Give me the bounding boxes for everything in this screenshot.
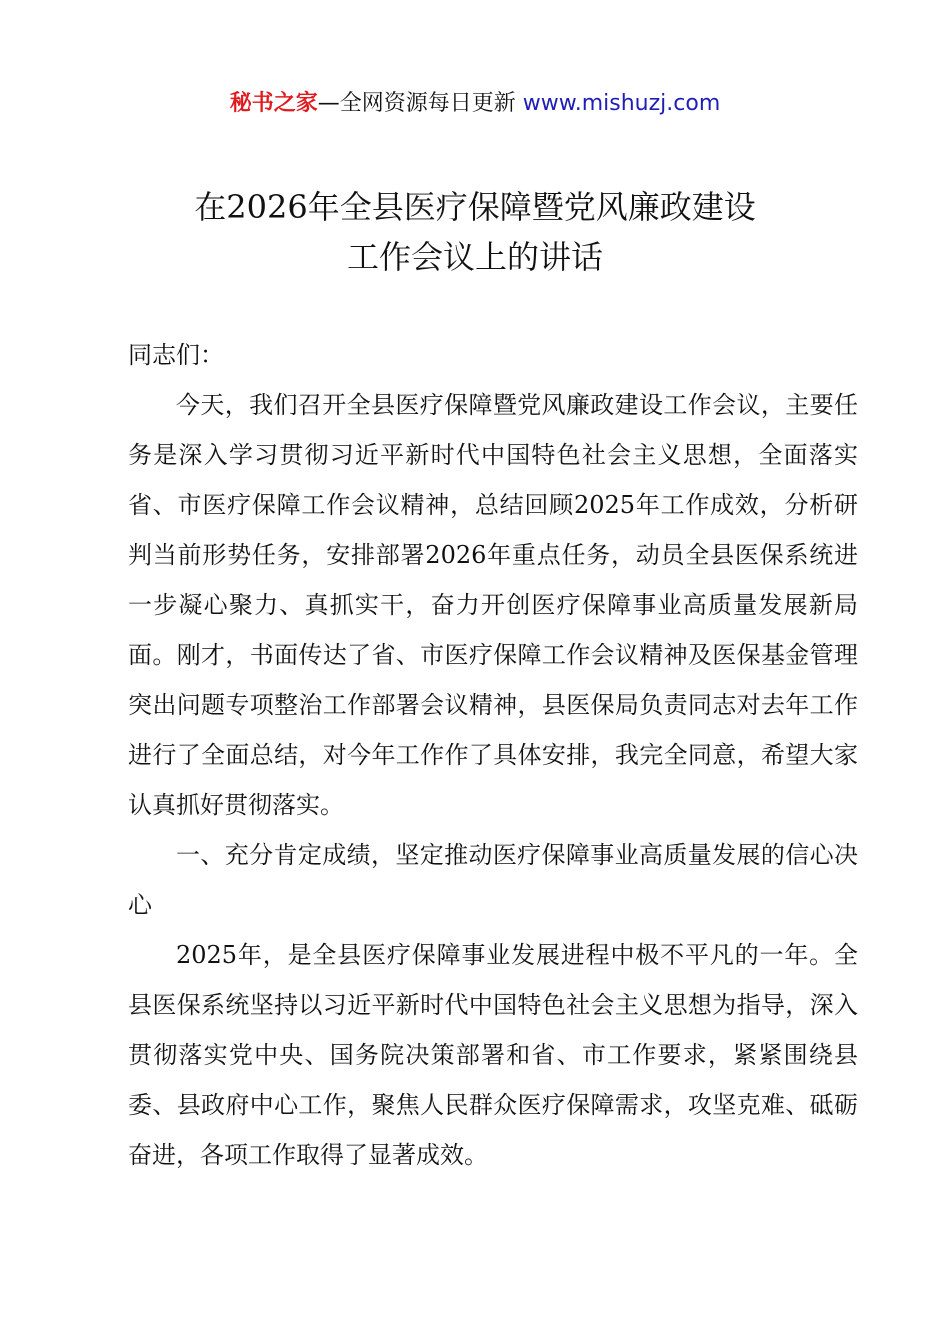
brand-name: 秘书之家 [229, 91, 318, 116]
document-title [0, 182, 950, 282]
title-line-2: 工作会议上的讲话 [346, 238, 603, 276]
paragraph-intro: 今天，我们召开全县医疗保障暨党风廉政建设工作会议，主要任务是深入学习贯彻习近平新时代中国特色社会主义思想，全面落实省、市医疗保障工作会议精神，总结回顾2025年工作成效，分析研判当前形势任务，安排部署2026年重点任务，动员全县医保系统进一步凝心聚力、真抓实干，奋力开创医疗保障事业高质量发展新局面。刚才，书面传达了省、市医疗保障工作会议精神及医保基金管理突出问题专项整治工作部署会议精神，县医保局负责同志对去年工作进行了全面总结，对今年工作作了具体安排，我完全同意，希望大家认真抓好贯彻落实。 [128, 391, 858, 819]
section-heading-1: 一、充分肯定成绩，坚定推动医疗保障事业高质量发展的信心决心 [128, 841, 858, 919]
title-line-1: 在2026年全县医疗保障暨党风廉政建设 [194, 188, 756, 226]
site-url-link[interactable]: www.mishuzj.com [522, 91, 721, 116]
paragraph-achievements: 2025年，是全县医疗保障事业发展进程中极不平凡的一年。全县医保系统坚持以习近平新时代中国特色社会主义思想为指导，深入贯彻落实党中央、国务院决策部署和省、市工作要求，紧紧围绕县委、县政府中心工作，聚焦人民群众医疗保障需求，攻坚克难、砥砺奋进，各项工作取得了显著成效。 [128, 941, 858, 1169]
salutation: 同志们： [128, 341, 224, 369]
document-body [128, 330, 858, 1180]
site-header [0, 88, 950, 120]
header-tagline: —全网资源每日更新 [317, 91, 523, 116]
